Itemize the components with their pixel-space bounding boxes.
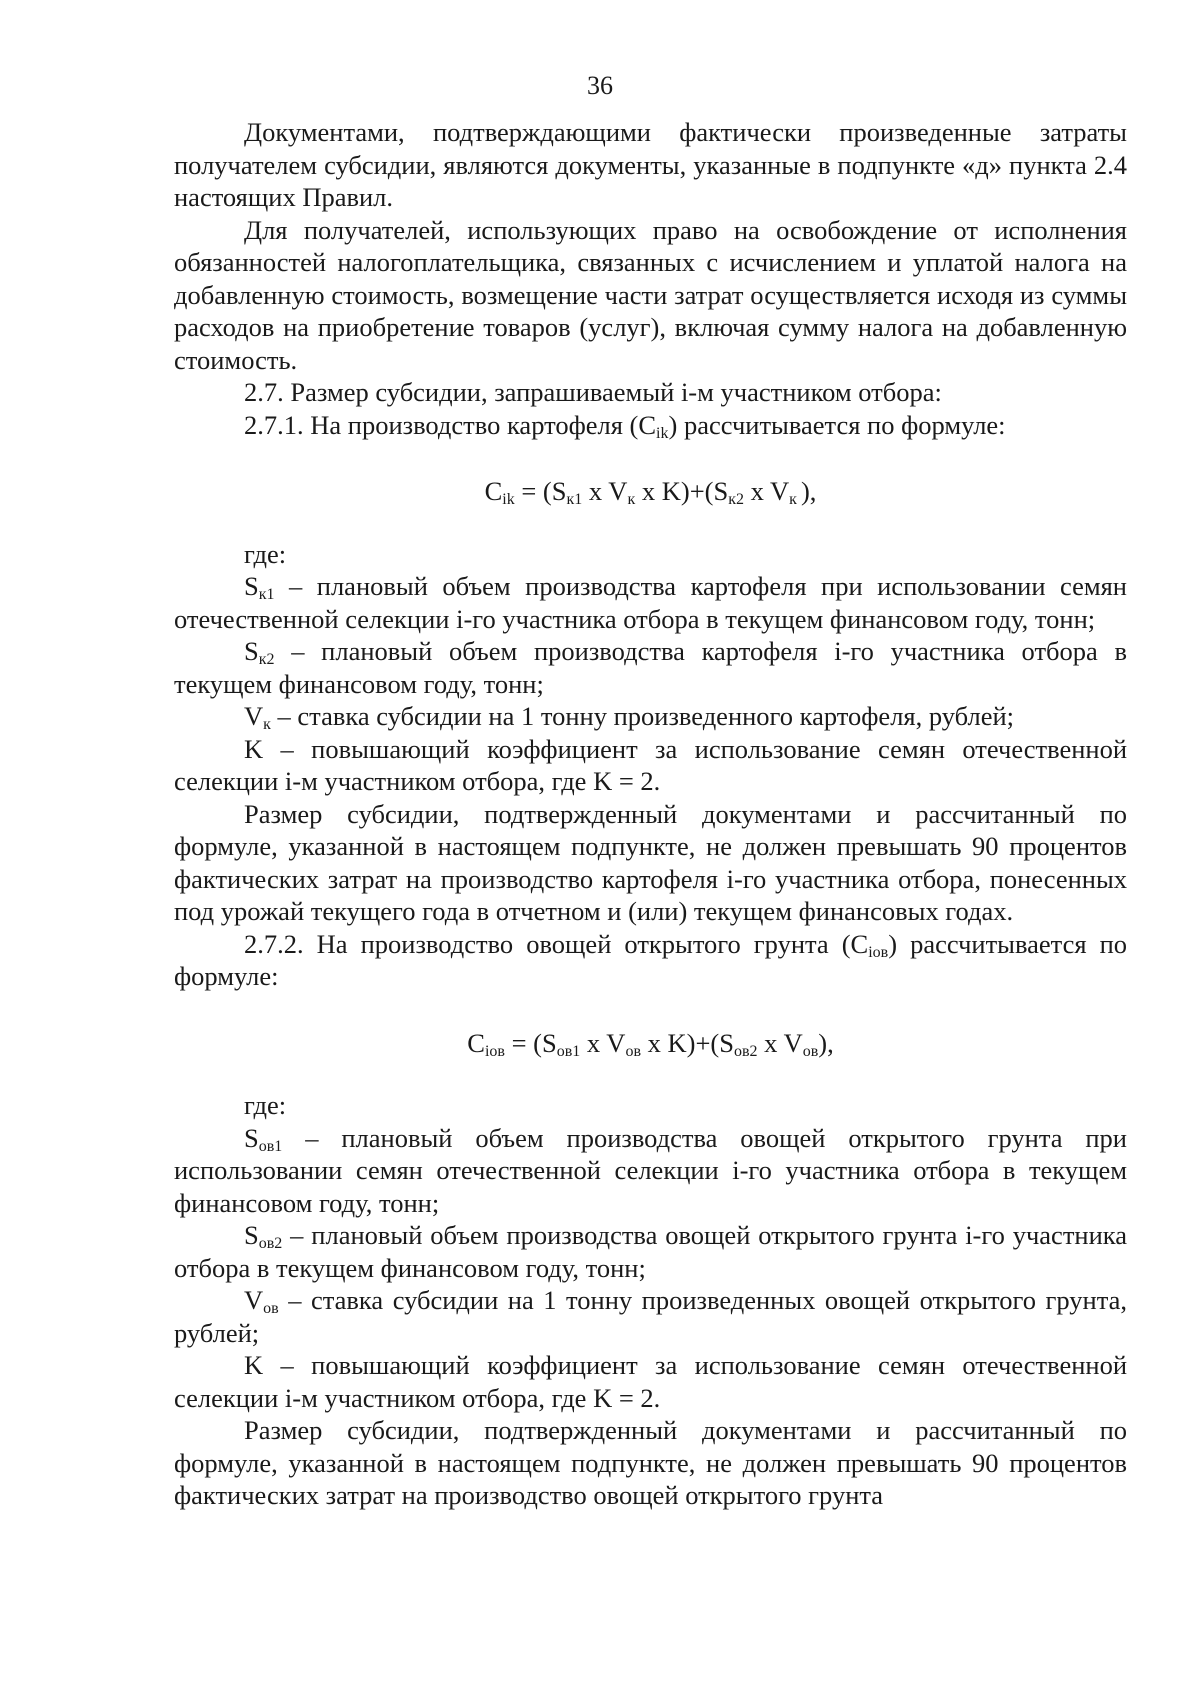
paragraph-2-7-1: 2.7.1. На производство картофеля $(C_{ik})$ рассчитывается по формуле:: [244, 409, 1006, 442]
where-label: где:: [244, 538, 287, 569]
definition-sk2: $S_{к2}$ – плановый объем производства картофеля i-го участника отбора в текущем финансовом году, тонн;: [174, 636, 1127, 699]
definition-vk: $V_к$ – ставка субсидии на 1 тонну произведенного картофеля, рублей;: [244, 701, 1015, 733]
definition-k: K – повышающий коэффициент за использование семян отечественной селекции i-м участником отбора, где K = 2.: [174, 1350, 1127, 1413]
definition-sk1: $S_{к1}$ – плановый объем производства картофеля при использовании семян отечественной селекции i-го участника отбора в текущем финансовом году, тонн;: [174, 571, 1127, 634]
definition-sov2: $S_{ов2}$ – плановый объем производства овощей открытого грунта i-го участника отбора в текущем финансовом году, тонн;: [174, 1220, 1127, 1283]
definition-k: K – повышающий коэффициент за использование семян отечественной селекции i-м участником отбора, где K = 2.: [174, 733, 1127, 796]
document-body: [174, 116, 1127, 1512]
page-number: 36: [587, 71, 613, 100]
paragraph-2-7-2: 2.7.2. На производство овощей открытого грунта $(C_{iов})$ рассчитывается по формуле:: [174, 928, 1127, 991]
paragraph-documents: Документами, подтверждающими фактически произведенные затраты получателем субсидии, являются документы, указанные в подпункте «д» пункта 2.4 настоящих Правил.: [174, 117, 1127, 212]
definition-vov: $V_{ов}$ – ставка субсидии на 1 тонну произведенных овощей открытого грунта, рублей;: [174, 1285, 1127, 1348]
definition-sov1: $S_{ов1}$ – плановый объем производства овощей открытого грунта при использовании семян отечественной селекции i-го участника отбора в текущем финансовом году, тонн;: [174, 1122, 1127, 1218]
paragraph-limit-potato: Размер субсидии, подтвержденный документами и рассчитанный по формуле, указанной в настоящем подпункте, не должен превышать 90 процентов фактических затрат на производство картофеля i-го участника отбора, понесенных под урожай текущего года в отчетном и (или) текущем финансовых годах.: [174, 798, 1127, 926]
paragraph-limit-vegetables: Размер субсидии, подтвержденный документами и рассчитанный по формуле, указанной в настоящем подпункте, не должен превышать 90 процентов фактических затрат на производство овощей открытого грунта: [174, 1415, 1127, 1510]
paragraph-vat-exemption: Для получателей, использующих право на освобождение от исполнения обязанностей налогоплательщика, связанных с исчислением и уплатой налога на добавленную стоимость, возмещение части затрат осуществляется исходя из суммы расходов на приобретение товаров (услуг), включая сумму налога на добавленную стоимость.: [174, 214, 1127, 375]
where-label: где:: [244, 1090, 287, 1120]
formula-potato: $C_{ik} = (S_{к1}$ x $V_к$ x $K)+(S_{к2}$ x $V_к$ ),: [484, 476, 817, 508]
paragraph-2-7: 2.7. Размер субсидии, запрашиваемый i-м участником отбора:: [244, 377, 942, 407]
formula-vegetables: $C_{iов} = (S_{ов1}$ x $V_{ов}$ x $K)+(S_{ов2}$ x $V_{ов}$),: [467, 1027, 834, 1060]
